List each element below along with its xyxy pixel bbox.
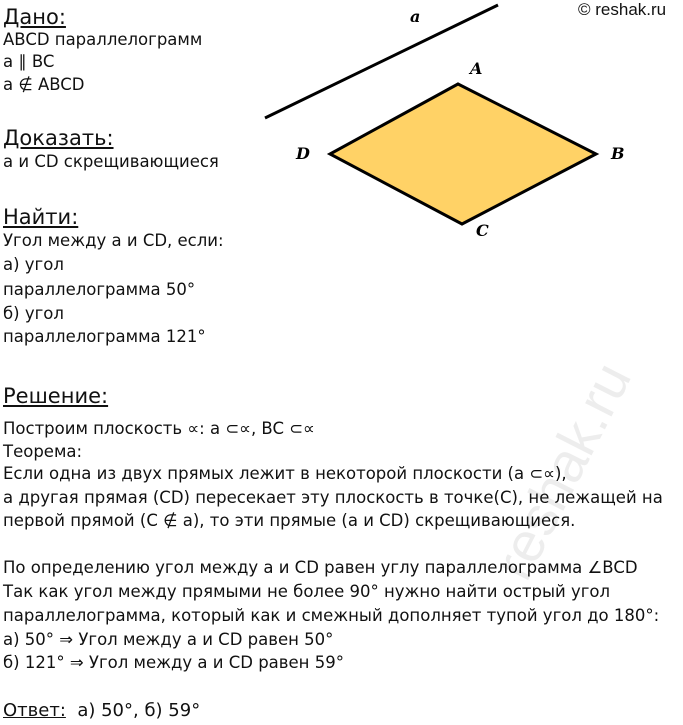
- find-line-3: параллелограмма 50°: [3, 280, 196, 299]
- solution-line-1: Построим плоскость ∝: a ⊂∝, BC ⊂∝: [3, 419, 315, 438]
- prove-line-1: a и CD скрещивающиеся: [3, 152, 219, 171]
- label-vertex-a: A: [470, 59, 483, 78]
- answer-text: а) 50°, б) 59°: [65, 700, 201, 721]
- copyright-text: © reshak.ru: [578, 0, 667, 19]
- solution-line-5: первой прямой (C ∉ a), то эти прямые (a и CD) скрещивающиеся.: [3, 511, 576, 530]
- parallelogram-figure: [250, 0, 683, 260]
- label-line-a: a: [410, 7, 421, 26]
- solution-line-8: Так как угол между прямыми не более 90° нужно найти острый угол: [3, 582, 611, 601]
- solution-heading: Решение:: [3, 384, 109, 408]
- solution-line-9: параллелограмма, который как и смежный дополняет тупой угол до 180°:: [3, 606, 660, 625]
- answer-heading: Ответ:: [3, 700, 66, 721]
- solution-line-11: б) 121° ⇒ Угол между a и CD равен 59°: [3, 653, 344, 672]
- find-line-2: а) угол: [3, 255, 64, 274]
- given-line-3: a ∉ ABCD: [3, 75, 85, 94]
- solution-line-4: а другая прямая (CD) пересекает эту плоскость в точке(C), не лежащей на: [3, 488, 663, 507]
- find-heading: Найти:: [3, 205, 79, 229]
- solution-line-2: Теорема:: [3, 442, 83, 461]
- answer-row: [3, 700, 200, 722]
- given-line-1: ABCD параллелограмм: [3, 30, 203, 49]
- given-line-2: a ∥ BC: [3, 52, 55, 71]
- parallelogram-abcd: [330, 84, 596, 224]
- solution-line-3: Если одна из двух прямых лежит в некоторой плоскости (a ⊂∝),: [3, 464, 567, 483]
- label-vertex-b: B: [611, 144, 625, 163]
- find-line-5: параллелограмма 121°: [3, 327, 206, 346]
- given-heading: Дано:: [3, 5, 66, 29]
- solution-line-10: а) 50° ⇒ Угол между a и CD равен 50°: [3, 630, 334, 649]
- prove-heading: Доказать:: [3, 126, 114, 150]
- label-vertex-c: C: [476, 221, 489, 240]
- solution-line-7: По определению угол между a и CD равен углу параллелограмма ∠BCD: [3, 558, 638, 577]
- watermark: reshak.ru: [480, 352, 644, 590]
- label-vertex-d: D: [296, 144, 310, 163]
- find-line-1: Угол между a и CD, если:: [3, 231, 224, 250]
- find-line-4: б) угол: [3, 304, 64, 323]
